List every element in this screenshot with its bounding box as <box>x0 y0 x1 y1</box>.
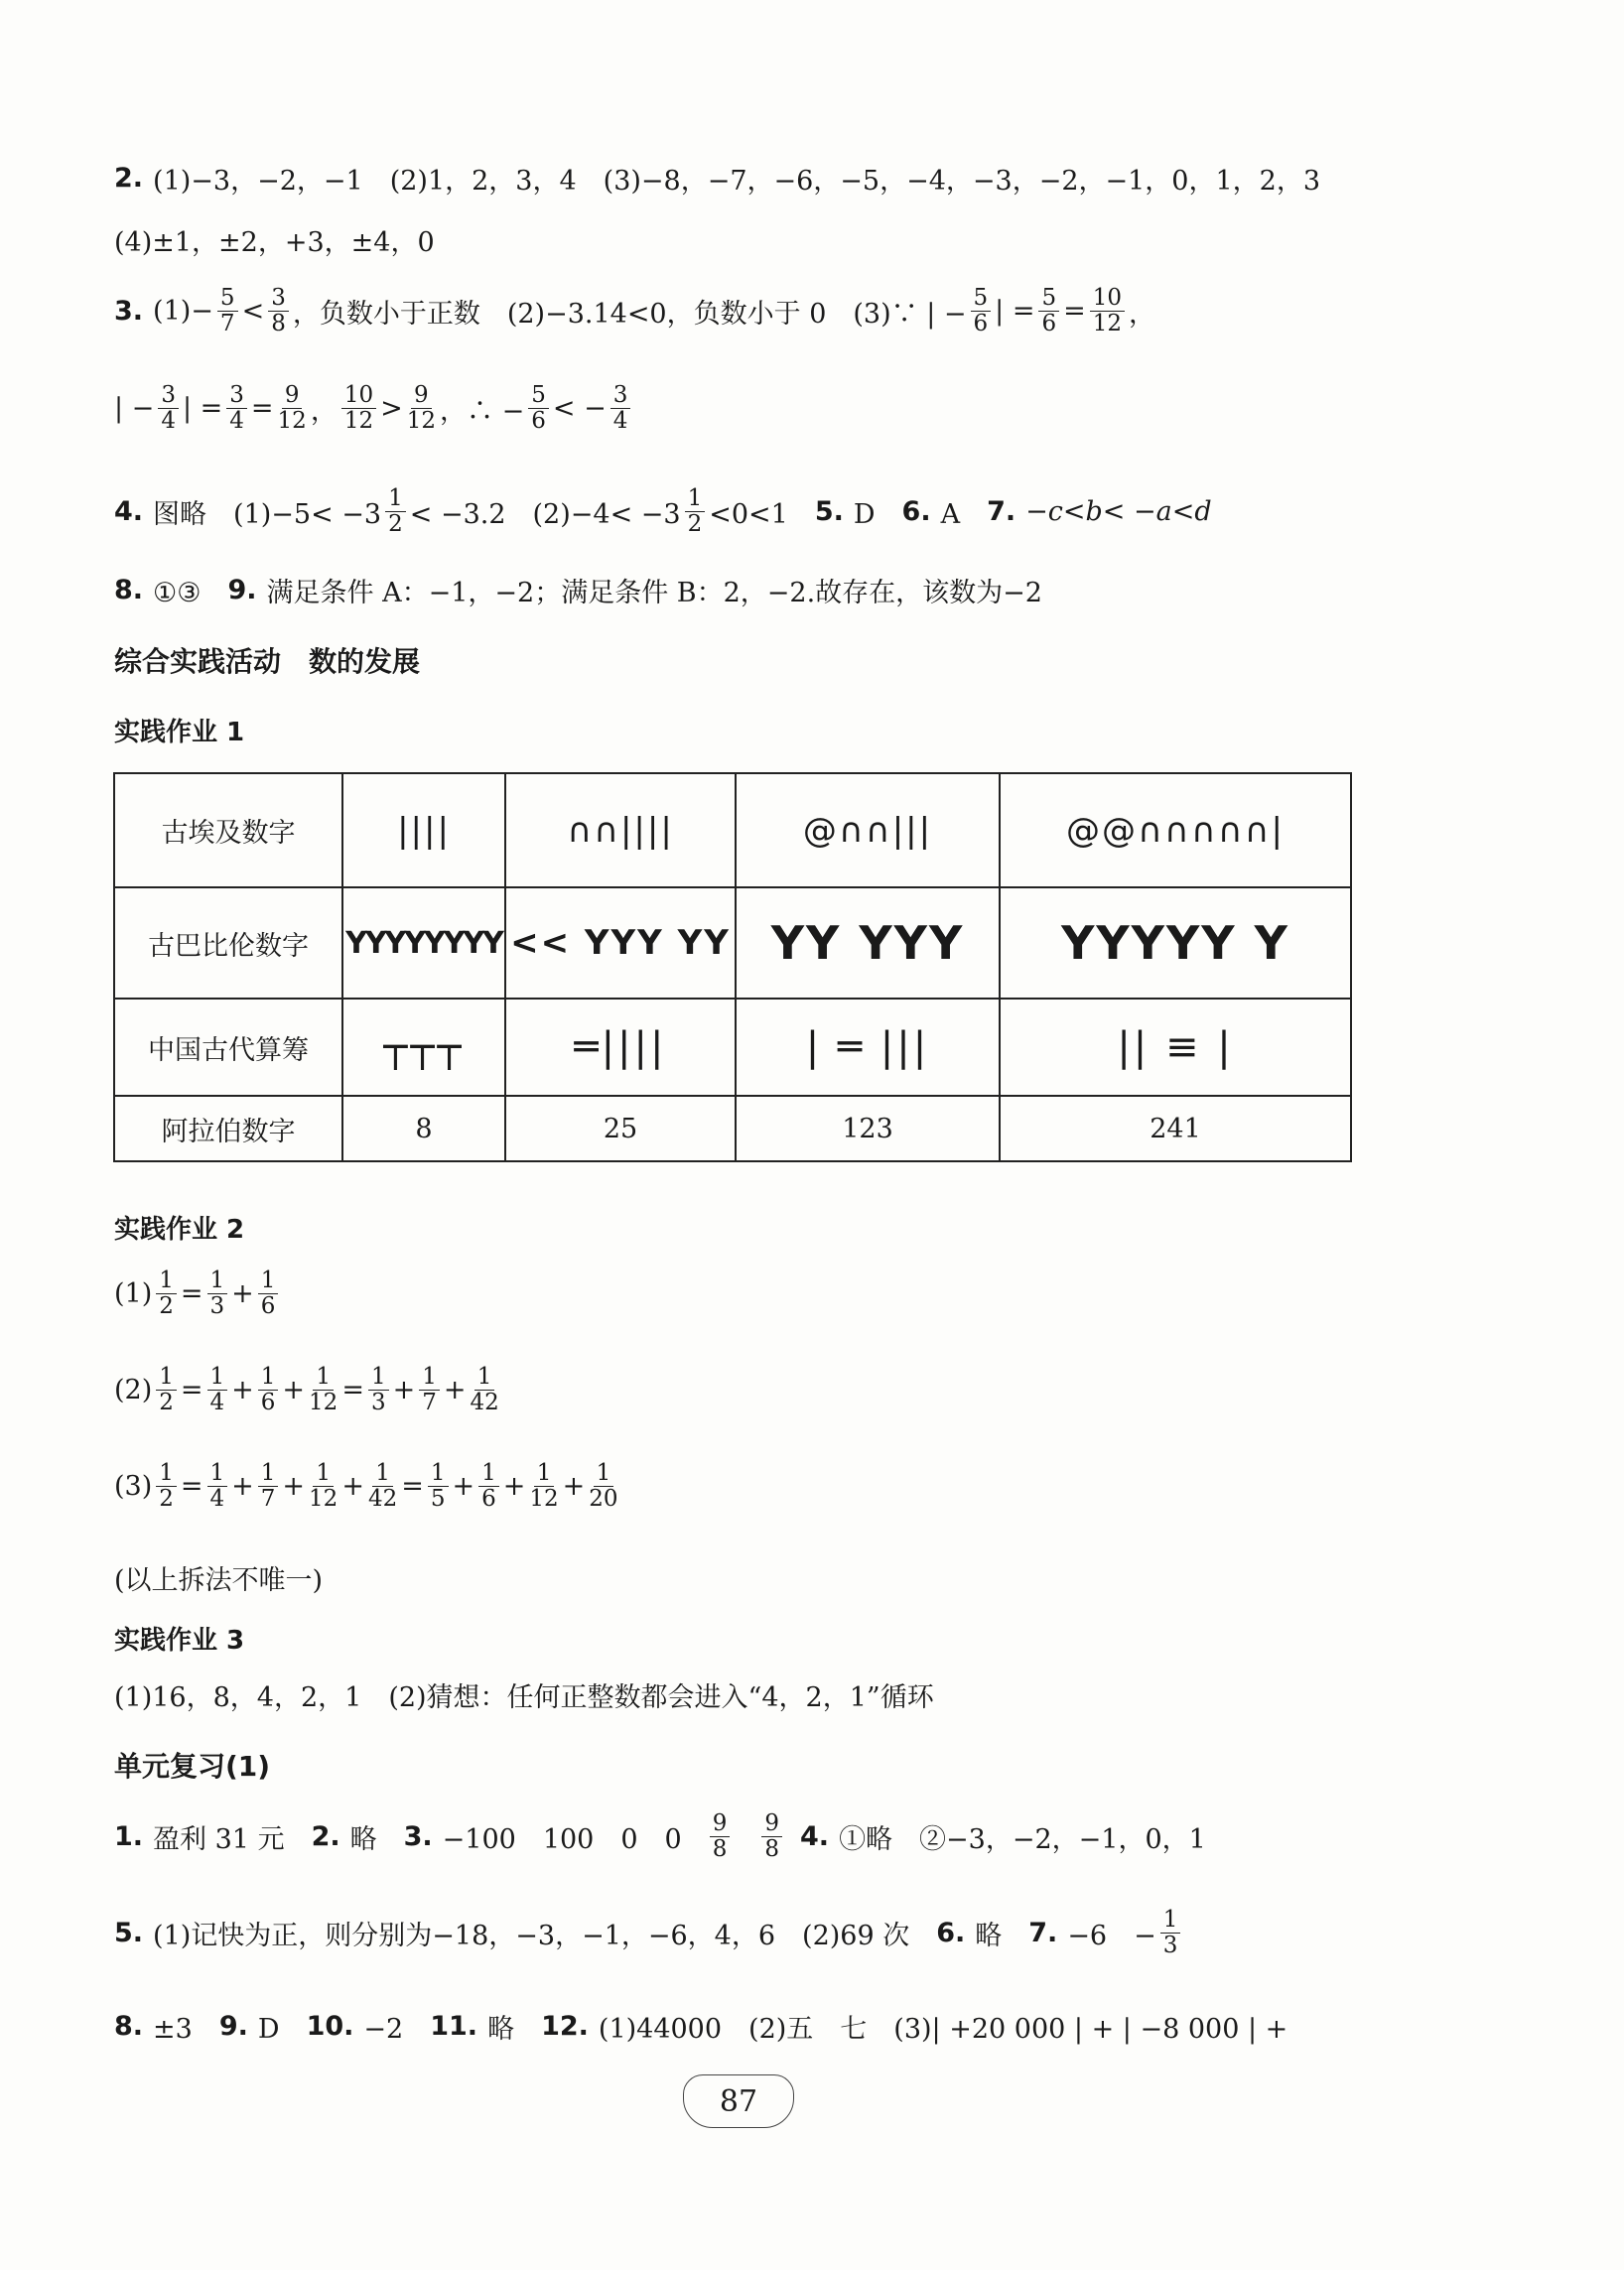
text: 盈利 31 元 <box>153 1824 312 1856</box>
text: (1) <box>114 1278 153 1310</box>
fraction: $\frac{1}{2}$ <box>385 486 406 538</box>
operator: + <box>562 1471 586 1503</box>
text: 略 <box>975 1921 1029 1952</box>
fraction: $\frac{1}{6}$ <box>258 1269 279 1320</box>
page-number <box>683 2074 794 2128</box>
text: | − <box>114 393 155 425</box>
row-label: 古埃及数字 <box>114 773 342 887</box>
text: ，∴ − <box>440 396 525 428</box>
section-title: 实践作业 3 <box>114 1626 245 1656</box>
q-number: 8. <box>114 2011 144 2042</box>
q-number: 2. <box>311 1821 340 1853</box>
text: + <box>231 1278 254 1310</box>
text: < −3.2 (2)−4< −3 <box>409 499 681 531</box>
q-number: 8. <box>114 575 144 605</box>
fraction: $\frac{1}{20}$ <box>589 1460 618 1513</box>
answer-text: (1)−3，−2，−1 (2)1，2，3，4 (3)−8，−7，−6，−5，−4，−3，−2，−1，0，1，2，3 <box>153 166 1321 197</box>
egypt-cell: |||| <box>342 773 505 887</box>
fraction: $\frac{5}{6}$ <box>1038 286 1059 337</box>
section-title: 实践作业 1 <box>114 718 245 747</box>
fraction: $\frac{1}{7}$ <box>419 1365 440 1416</box>
fraction: $\frac{5}{6}$ <box>528 383 549 435</box>
answer-8-line <box>114 571 1042 609</box>
fraction: $\frac{1}{2}$ <box>156 1269 177 1320</box>
fraction: $\frac{10}{12}$ <box>341 383 376 435</box>
review-line3 <box>114 2007 1287 2046</box>
egypt-cell: @∩∩||| <box>736 773 1000 887</box>
text: (1)44000 (2)五 七 (3)| +20 000 | + | −8 000 | + <box>598 2014 1288 2045</box>
q-number: 2. <box>114 163 144 194</box>
text: ， <box>1129 299 1156 331</box>
fraction: $\frac{3}{8}$ <box>268 286 289 337</box>
table-row <box>114 887 1351 999</box>
q-number: 9. <box>227 575 257 605</box>
q-number: 3. <box>403 1821 433 1853</box>
text: <0<1 <box>709 499 815 531</box>
page-number-text: 87 <box>719 2083 758 2119</box>
q-number: 6. <box>936 1918 966 1949</box>
operator: + <box>282 1471 306 1503</box>
q-number: 4. <box>800 1821 830 1853</box>
fraction: $\frac{1}{12}$ <box>529 1460 559 1513</box>
operator: + <box>452 1471 475 1503</box>
operator: = <box>180 1375 203 1406</box>
text: = <box>250 393 274 425</box>
arabic-cell: 25 <box>505 1096 736 1161</box>
text: (2) <box>114 1375 153 1406</box>
text: < − <box>552 393 607 425</box>
text: D <box>257 2014 307 2045</box>
operator: + <box>502 1471 526 1503</box>
text: (以上拆法不唯一) <box>114 1565 324 1596</box>
text: < <box>241 296 265 328</box>
q-number: 5. <box>814 496 844 528</box>
row-label: 中国古代算筹 <box>114 999 342 1096</box>
q-number: 7. <box>987 496 1016 528</box>
fraction: $\frac{1}{2}$ <box>685 486 706 538</box>
q-number: 1. <box>114 1821 144 1853</box>
fraction: $\frac{1}{6}$ <box>258 1365 279 1416</box>
fraction: $\frac{1}{3}$ <box>368 1365 389 1416</box>
q-number: 4. <box>114 496 144 528</box>
operator: + <box>443 1375 467 1406</box>
babylon-cell: << YYY YY <box>505 887 736 999</box>
fraction: $\frac{1}{4}$ <box>207 1365 228 1416</box>
text: (1)− <box>153 296 213 328</box>
answer-2-line1 <box>114 159 1320 198</box>
section-title: 实践作业 2 <box>114 1215 245 1245</box>
q-number: 7. <box>1028 1918 1058 1949</box>
text: −6 − <box>1067 1921 1156 1952</box>
answer-4-line <box>114 486 1212 538</box>
operator: + <box>231 1471 254 1503</box>
fraction: $\frac{1}{7}$ <box>258 1461 279 1513</box>
operator: + <box>341 1471 364 1503</box>
q-number: 9. <box>218 2011 248 2042</box>
text: (3) <box>114 1471 153 1503</box>
arabic-cell: 123 <box>736 1096 1000 1161</box>
practice2-row2 <box>114 1365 503 1416</box>
rod-cell: ┬┬┬ <box>342 999 505 1096</box>
fraction: $\frac{1}{3}$ <box>207 1269 228 1320</box>
q-number: 11. <box>430 2011 478 2042</box>
fraction: $\frac{1}{12}$ <box>309 1460 338 1513</box>
fraction: $\frac{1}{2}$ <box>156 1365 177 1416</box>
babylon-cell: YYYYYYYY <box>342 887 505 999</box>
babylon-cell: YY YYY <box>736 887 1000 999</box>
fraction: $\frac{1}{6}$ <box>478 1461 499 1513</box>
fraction: $\frac{9}{8}$ <box>761 1811 782 1863</box>
fraction: $\frac{1}{2}$ <box>156 1461 177 1513</box>
arabic-cell: 241 <box>1000 1096 1351 1161</box>
row-label: 阿拉伯数字 <box>114 1096 342 1161</box>
practice3-line <box>114 1675 934 1714</box>
fraction: $\frac{1}{12}$ <box>309 1364 338 1416</box>
operator: = <box>401 1471 424 1503</box>
fraction: $\frac{1}{4}$ <box>207 1461 228 1513</box>
text: | = <box>182 393 223 425</box>
operator: + <box>231 1375 254 1406</box>
fraction: $\frac{9}{12}$ <box>277 382 307 435</box>
egypt-cell: ∩∩|||| <box>505 773 736 887</box>
text: −c<b< −a<d <box>1025 496 1212 528</box>
row-label: 古巴比伦数字 <box>114 887 342 999</box>
text: −2 <box>363 2014 431 2045</box>
answer-3-line1 <box>114 286 1155 337</box>
fraction: $\frac{10}{12}$ <box>1090 286 1125 337</box>
text: | = <box>995 296 1035 328</box>
fraction: $\frac{1}{42}$ <box>470 1364 499 1416</box>
table-row <box>114 1096 1351 1161</box>
table-row <box>114 999 1351 1096</box>
text: ①③ <box>153 578 228 608</box>
text: = <box>180 1278 203 1310</box>
table-row <box>114 773 1351 887</box>
text: 满足条件 A：−1，−2；满足条件 B：2，−2.故存在，该数为−2 <box>266 578 1042 608</box>
rod-cell: ═|||| <box>505 999 736 1096</box>
answer-2-line2 <box>114 220 435 259</box>
text: ， <box>310 396 338 428</box>
numeral-table <box>113 772 1352 1162</box>
answer-text: (4)±1，±2，+3，±4，0 <box>114 227 435 258</box>
text: 略 <box>349 1824 404 1856</box>
text: ，负数小于正数 (2)−3.14<0，负数小于 0 (3)∵ | − <box>292 299 967 331</box>
rod-cell: | ═ ||| <box>736 999 1000 1096</box>
review-line2 <box>114 1908 1184 1959</box>
fraction: $\frac{5}{7}$ <box>217 286 238 337</box>
text: (1)16，8，4，2，1 (2)猜想：任何正整数都会进入“4，2，1”循环 <box>114 1682 934 1713</box>
operator: = <box>341 1375 364 1406</box>
operator: + <box>392 1375 416 1406</box>
fraction: $\frac{1}{42}$ <box>367 1460 398 1513</box>
text: 图略 (1)−5< −3 <box>153 499 382 531</box>
q-number: 6. <box>901 496 931 528</box>
q-number: 10. <box>306 2011 354 2042</box>
fraction: $\frac{9}{8}$ <box>710 1811 731 1863</box>
section-title: 综合实践活动 数的发展 <box>114 645 421 678</box>
text: 略 <box>487 2014 542 2045</box>
text: > <box>380 393 403 425</box>
answer-3-line2 <box>114 383 634 435</box>
fraction: $\frac{1}{3}$ <box>1160 1908 1181 1959</box>
fraction: $\frac{3}{4}$ <box>226 383 247 435</box>
text: ①略 ②−3，−2，−1，0，1 <box>839 1824 1206 1856</box>
q-number: 5. <box>114 1918 144 1949</box>
text: (1)记快为正，则分别为−18，−3，−1，−6，4，6 (2)69 次 <box>153 1921 937 1952</box>
rod-cell: || ≡ | <box>1000 999 1351 1096</box>
operator: = <box>180 1471 203 1503</box>
fraction: $\frac{3}{4}$ <box>158 383 179 435</box>
review-line1 <box>114 1811 1206 1863</box>
text: = <box>1063 296 1086 328</box>
text: D <box>853 499 902 531</box>
fraction: $\frac{9}{12}$ <box>406 382 436 435</box>
practice2-note <box>114 1558 323 1597</box>
practice2-row3 <box>114 1461 622 1513</box>
egypt-cell: @@∩∩∩∩∩| <box>1000 773 1351 887</box>
fraction: $\frac{5}{6}$ <box>971 286 992 337</box>
operator: + <box>282 1375 306 1406</box>
q-number: 12. <box>541 2011 589 2042</box>
babylon-cell: YYYYY Y <box>1000 887 1351 999</box>
arabic-cell: 8 <box>342 1096 505 1161</box>
text: −100 100 0 0 <box>442 1824 682 1856</box>
q-number: 3. <box>114 296 144 328</box>
fraction: $\frac{1}{5}$ <box>428 1461 449 1513</box>
practice2-row1 <box>114 1269 282 1320</box>
text: ±3 <box>153 2014 219 2045</box>
fraction: $\frac{3}{4}$ <box>610 383 631 435</box>
section-title: 单元复习(1) <box>114 1750 271 1783</box>
text: A <box>940 499 988 531</box>
